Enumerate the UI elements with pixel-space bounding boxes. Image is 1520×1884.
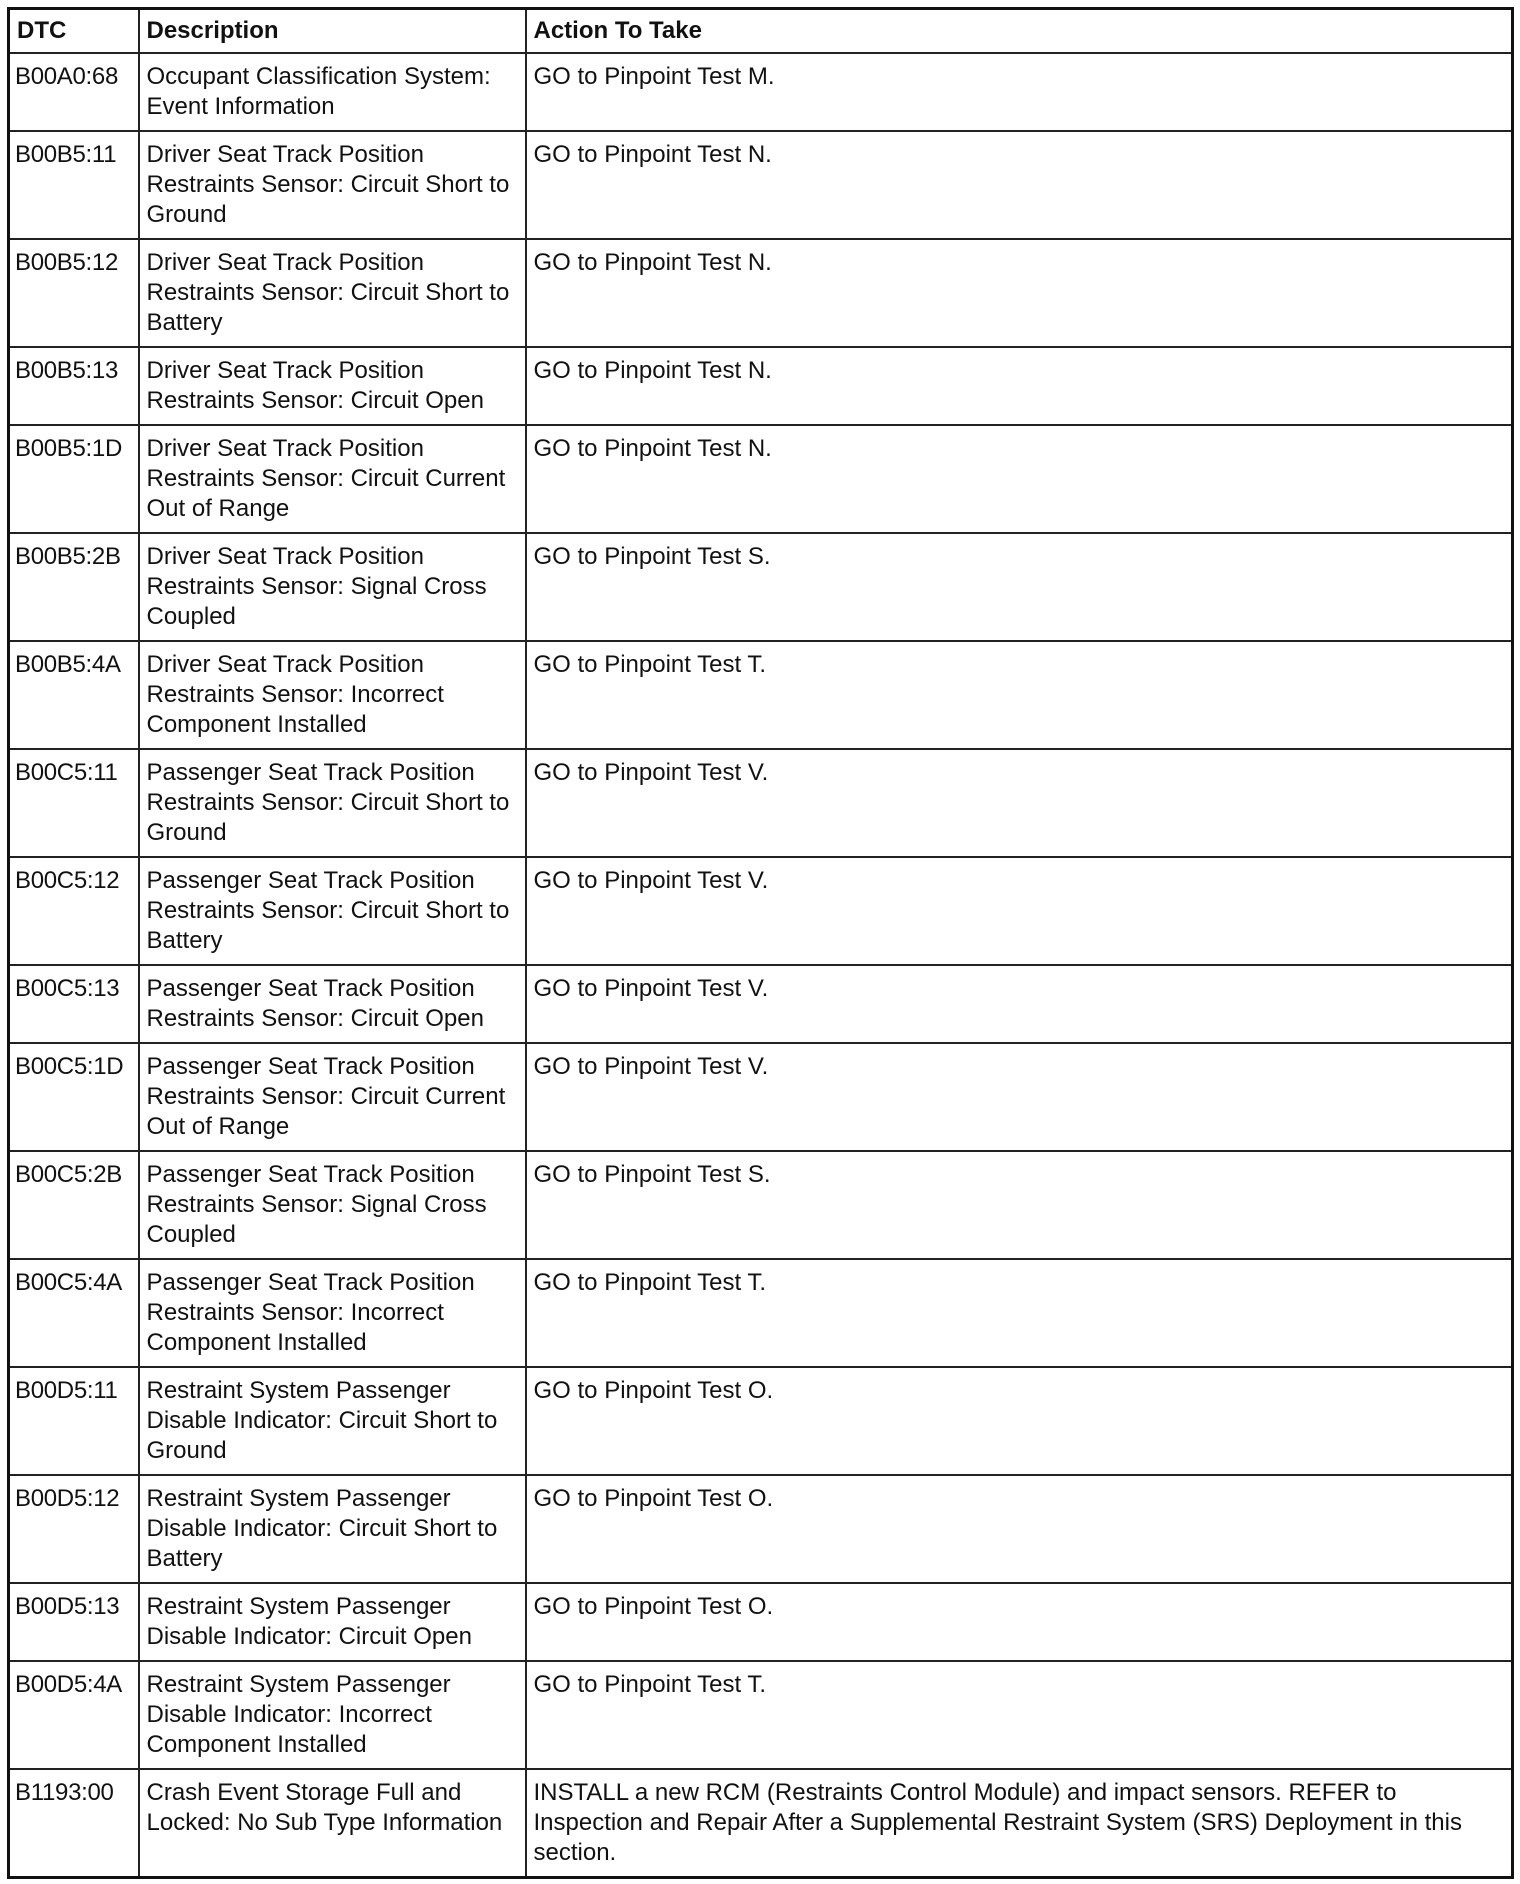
table-header-row <box>9 9 1513 54</box>
dtc-table <box>7 7 1514 1879</box>
dtc-code: B00C5:11 <box>9 749 139 857</box>
dtc-action: GO to Pinpoint Test O. <box>526 1367 1513 1475</box>
header-action: Action To Take <box>526 9 1513 54</box>
table-row <box>9 347 1513 425</box>
dtc-description: Crash Event Storage Full and Locked: No Sub Type Information <box>139 1769 526 1878</box>
dtc-code: B00B5:2B <box>9 533 139 641</box>
dtc-code: B00C5:1D <box>9 1043 139 1151</box>
table-row <box>9 53 1513 131</box>
table-row <box>9 131 1513 239</box>
dtc-action: GO to Pinpoint Test T. <box>526 641 1513 749</box>
dtc-code: B00B5:4A <box>9 641 139 749</box>
table-row <box>9 1043 1513 1151</box>
dtc-description: Driver Seat Track Position Restraints Sensor: Circuit Open <box>139 347 526 425</box>
dtc-description: Occupant Classification System: Event Information <box>139 53 526 131</box>
table-row <box>9 425 1513 533</box>
dtc-action: GO to Pinpoint Test S. <box>526 1151 1513 1259</box>
dtc-code: B00B5:12 <box>9 239 139 347</box>
dtc-code: B00C5:12 <box>9 857 139 965</box>
dtc-description: Driver Seat Track Position Restraints Sensor: Signal Cross Coupled <box>139 533 526 641</box>
dtc-action: GO to Pinpoint Test V. <box>526 749 1513 857</box>
dtc-code: B1193:00 <box>9 1769 139 1878</box>
table-row <box>9 641 1513 749</box>
header-dtc: DTC <box>9 9 139 54</box>
table-row <box>9 1661 1513 1769</box>
table-row <box>9 857 1513 965</box>
table-row <box>9 1475 1513 1583</box>
dtc-description: Restraint System Passenger Disable Indicator: Circuit Short to Ground <box>139 1367 526 1475</box>
dtc-description: Driver Seat Track Position Restraints Sensor: Incorrect Component Installed <box>139 641 526 749</box>
table-row <box>9 1259 1513 1367</box>
dtc-code: B00D5:13 <box>9 1583 139 1661</box>
dtc-code: B00A0:68 <box>9 53 139 131</box>
dtc-action: GO to Pinpoint Test V. <box>526 857 1513 965</box>
dtc-description: Driver Seat Track Position Restraints Sensor: Circuit Current Out of Range <box>139 425 526 533</box>
dtc-code: B00D5:12 <box>9 1475 139 1583</box>
dtc-code: B00C5:13 <box>9 965 139 1043</box>
dtc-action: INSTALL a new RCM (Restraints Control Module) and impact sensors. REFER to Inspection and Repair After a Supplemental Restraint System (SRS) Deployment in this section. <box>526 1769 1513 1878</box>
table-row <box>9 1769 1513 1878</box>
dtc-action: GO to Pinpoint Test N. <box>526 347 1513 425</box>
table-row <box>9 533 1513 641</box>
dtc-code: B00B5:11 <box>9 131 139 239</box>
dtc-code: B00D5:4A <box>9 1661 139 1769</box>
dtc-code: B00B5:13 <box>9 347 139 425</box>
dtc-code: B00C5:4A <box>9 1259 139 1367</box>
dtc-description: Driver Seat Track Position Restraints Sensor: Circuit Short to Battery <box>139 239 526 347</box>
table-row <box>9 965 1513 1043</box>
dtc-action: GO to Pinpoint Test O. <box>526 1475 1513 1583</box>
table-row <box>9 239 1513 347</box>
dtc-action: GO to Pinpoint Test T. <box>526 1661 1513 1769</box>
dtc-description: Passenger Seat Track Position Restraints Sensor: Circuit Current Out of Range <box>139 1043 526 1151</box>
dtc-code: B00D5:11 <box>9 1367 139 1475</box>
dtc-action: GO to Pinpoint Test N. <box>526 239 1513 347</box>
dtc-action: GO to Pinpoint Test V. <box>526 1043 1513 1151</box>
dtc-description: Driver Seat Track Position Restraints Sensor: Circuit Short to Ground <box>139 131 526 239</box>
header-description: Description <box>139 9 526 54</box>
dtc-code: B00B5:1D <box>9 425 139 533</box>
table-row <box>9 1367 1513 1475</box>
dtc-action: GO to Pinpoint Test V. <box>526 965 1513 1043</box>
dtc-description: Passenger Seat Track Position Restraints Sensor: Incorrect Component Installed <box>139 1259 526 1367</box>
dtc-description: Restraint System Passenger Disable Indicator: Incorrect Component Installed <box>139 1661 526 1769</box>
dtc-description: Passenger Seat Track Position Restraints Sensor: Signal Cross Coupled <box>139 1151 526 1259</box>
dtc-description: Passenger Seat Track Position Restraints Sensor: Circuit Short to Ground <box>139 749 526 857</box>
dtc-action: GO to Pinpoint Test N. <box>526 131 1513 239</box>
dtc-code: B00C5:2B <box>9 1151 139 1259</box>
dtc-action: GO to Pinpoint Test S. <box>526 533 1513 641</box>
dtc-action: GO to Pinpoint Test M. <box>526 53 1513 131</box>
dtc-action: GO to Pinpoint Test N. <box>526 425 1513 533</box>
dtc-description: Passenger Seat Track Position Restraints Sensor: Circuit Short to Battery <box>139 857 526 965</box>
table-row <box>9 749 1513 857</box>
dtc-action: GO to Pinpoint Test T. <box>526 1259 1513 1367</box>
dtc-description: Passenger Seat Track Position Restraints Sensor: Circuit Open <box>139 965 526 1043</box>
table-row <box>9 1583 1513 1661</box>
table-row <box>9 1151 1513 1259</box>
dtc-description: Restraint System Passenger Disable Indicator: Circuit Open <box>139 1583 526 1661</box>
dtc-action: GO to Pinpoint Test O. <box>526 1583 1513 1661</box>
dtc-description: Restraint System Passenger Disable Indicator: Circuit Short to Battery <box>139 1475 526 1583</box>
